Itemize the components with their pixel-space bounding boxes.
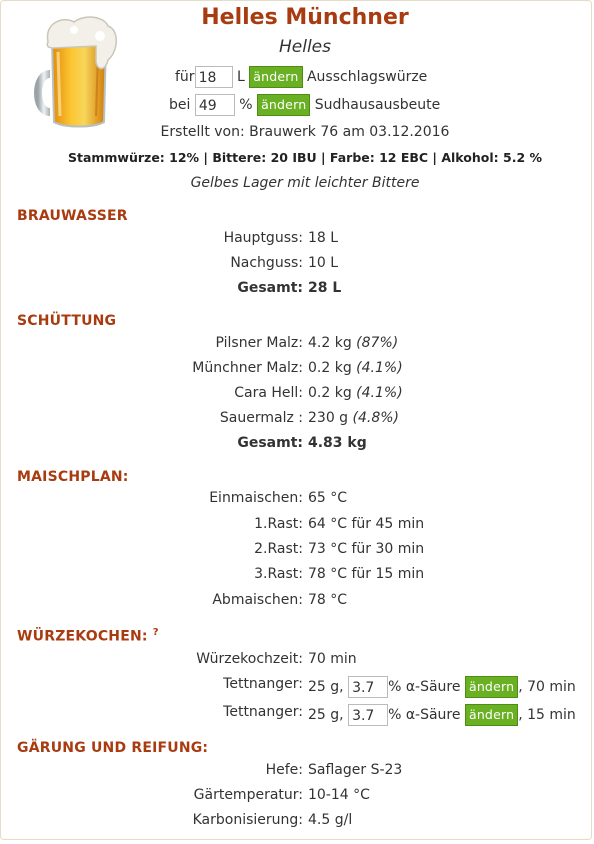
mash-value: 65 °C bbox=[308, 490, 348, 506]
water-row bbox=[0, 255, 594, 280]
malt-total-value: 4.83 kg bbox=[308, 435, 367, 451]
recipe-stats: Stammwürze: 12% | Bittere: 20 IBU | Farbe: 12 EBC | Alkohol: 5.2 % bbox=[67, 150, 543, 165]
malt-label: Cara Hell: bbox=[234, 385, 303, 401]
water-total-label: Gesamt: bbox=[237, 280, 303, 296]
section-gaerung: GÄRUNG UND REIFUNG: bbox=[17, 740, 209, 756]
hop-amount: 25 g, bbox=[308, 679, 344, 695]
hop-label: Tettnanger: bbox=[223, 704, 303, 720]
water-row bbox=[0, 230, 594, 255]
mash-value: 78 °C bbox=[308, 592, 348, 608]
boil-time-row bbox=[0, 651, 594, 676]
volume-row bbox=[175, 66, 427, 88]
section-wuerzekochen: WÜRZEKOCHEN: ? bbox=[17, 627, 159, 645]
water-label: Hauptguss: bbox=[223, 230, 303, 246]
hop-time: , 70 min bbox=[518, 679, 576, 695]
fermentation-row bbox=[0, 812, 594, 837]
mash-row bbox=[0, 592, 594, 617]
hop-alpha-input[interactable]: 3.7 bbox=[348, 676, 388, 698]
water-value: 18 L bbox=[308, 230, 339, 246]
malt-row bbox=[0, 385, 594, 410]
mash-value: 64 °C für 45 min bbox=[308, 516, 425, 532]
section-schuettung: SCHÜTTUNG bbox=[17, 313, 117, 329]
hop-alpha-label: % α-Säure bbox=[388, 679, 461, 695]
malt-label: Sauermalz : bbox=[219, 410, 303, 426]
volume-input[interactable]: 18 bbox=[195, 66, 233, 88]
hop-change-button[interactable]: ändern bbox=[465, 676, 518, 698]
section-brauwasser: BRAUWASSER bbox=[17, 208, 128, 224]
mash-row bbox=[0, 490, 594, 515]
hop-label: Tettnanger: bbox=[223, 676, 303, 692]
hop-alpha-label: % α-Säure bbox=[388, 707, 461, 723]
malt-value: 230 g (4.8%) bbox=[308, 410, 400, 426]
mash-label: 3.Rast: bbox=[254, 566, 303, 582]
volume-suffix: Ausschlagswürze bbox=[306, 69, 428, 85]
recipe-description: Gelbes Lager mit leichter Bittere bbox=[190, 175, 420, 191]
fermentation-label: Gärtemperatur: bbox=[193, 787, 303, 803]
recipe-title: Helles Münchner bbox=[201, 5, 409, 30]
fermentation-row bbox=[0, 762, 594, 787]
malt-value: 0.2 kg (4.1%) bbox=[308, 385, 403, 401]
fermentation-value: 4.5 g/l bbox=[308, 812, 353, 828]
fermentation-value: 10-14 °C bbox=[308, 787, 370, 803]
water-value: 10 L bbox=[308, 255, 339, 271]
hop-time: , 15 min bbox=[518, 707, 576, 723]
hop-amount: 25 g, bbox=[308, 707, 344, 723]
mash-row bbox=[0, 541, 594, 566]
malt-percent: (4.8%) bbox=[352, 410, 400, 426]
malt-label: Münchner Malz: bbox=[192, 360, 303, 376]
boil-time-label: Würzekochzeit: bbox=[196, 651, 303, 667]
mash-value: 78 °C für 15 min bbox=[308, 566, 425, 582]
malt-total-row bbox=[0, 435, 594, 460]
water-label: Nachguss: bbox=[230, 255, 303, 271]
hop-row bbox=[0, 676, 594, 701]
boil-time-value: 70 min bbox=[308, 651, 357, 667]
help-icon[interactable]: ? bbox=[152, 627, 159, 638]
efficiency-row bbox=[169, 94, 440, 116]
mash-label: Einmaischen: bbox=[209, 490, 303, 506]
hop-row bbox=[0, 704, 594, 729]
mash-row bbox=[0, 566, 594, 591]
malt-row bbox=[0, 360, 594, 385]
malt-percent: (4.1%) bbox=[356, 385, 403, 401]
mash-label: Abmaischen: bbox=[212, 592, 303, 608]
hop-alpha-input[interactable]: 3.7 bbox=[348, 704, 388, 726]
fermentation-label: Hefe: bbox=[265, 762, 303, 778]
malt-row bbox=[0, 335, 594, 360]
hop-change-button[interactable]: ändern bbox=[465, 704, 518, 726]
efficiency-input[interactable]: 49 bbox=[195, 94, 235, 116]
mash-label: 2.Rast: bbox=[254, 541, 303, 557]
efficiency-prefix: bei bbox=[169, 97, 191, 113]
malt-percent: (4.1%) bbox=[356, 360, 403, 376]
hop-value bbox=[308, 704, 576, 726]
malt-total-label: Gesamt: bbox=[237, 435, 303, 451]
mash-row bbox=[0, 516, 594, 541]
volume-unit: L bbox=[237, 69, 245, 85]
volume-change-button[interactable]: ändern bbox=[249, 66, 302, 88]
malt-row bbox=[0, 410, 594, 435]
fermentation-label: Karbonisierung: bbox=[192, 812, 303, 828]
created-by: Erstellt von: Brauwerk 76 am 03.12.2016 bbox=[160, 124, 450, 140]
efficiency-unit: % bbox=[239, 97, 253, 113]
mash-value: 73 °C für 30 min bbox=[308, 541, 425, 557]
hop-value bbox=[308, 676, 576, 698]
efficiency-suffix: Sudhausausbeute bbox=[314, 97, 441, 113]
efficiency-change-button[interactable]: ändern bbox=[257, 94, 310, 116]
malt-percent: (87%) bbox=[356, 335, 399, 351]
recipe-style: Helles bbox=[278, 37, 331, 57]
water-total-value: 28 L bbox=[308, 280, 342, 296]
section-maischplan: MAISCHPLAN: bbox=[17, 469, 129, 485]
malt-label: Pilsner Malz: bbox=[215, 335, 303, 351]
fermentation-value: Saflager S-23 bbox=[308, 762, 403, 778]
fermentation-row bbox=[0, 787, 594, 812]
volume-prefix: für bbox=[175, 69, 195, 85]
malt-value: 4.2 kg (87%) bbox=[308, 335, 399, 351]
mash-label: 1.Rast: bbox=[254, 516, 303, 532]
water-total-row bbox=[0, 280, 594, 305]
malt-value: 0.2 kg (4.1%) bbox=[308, 360, 403, 376]
